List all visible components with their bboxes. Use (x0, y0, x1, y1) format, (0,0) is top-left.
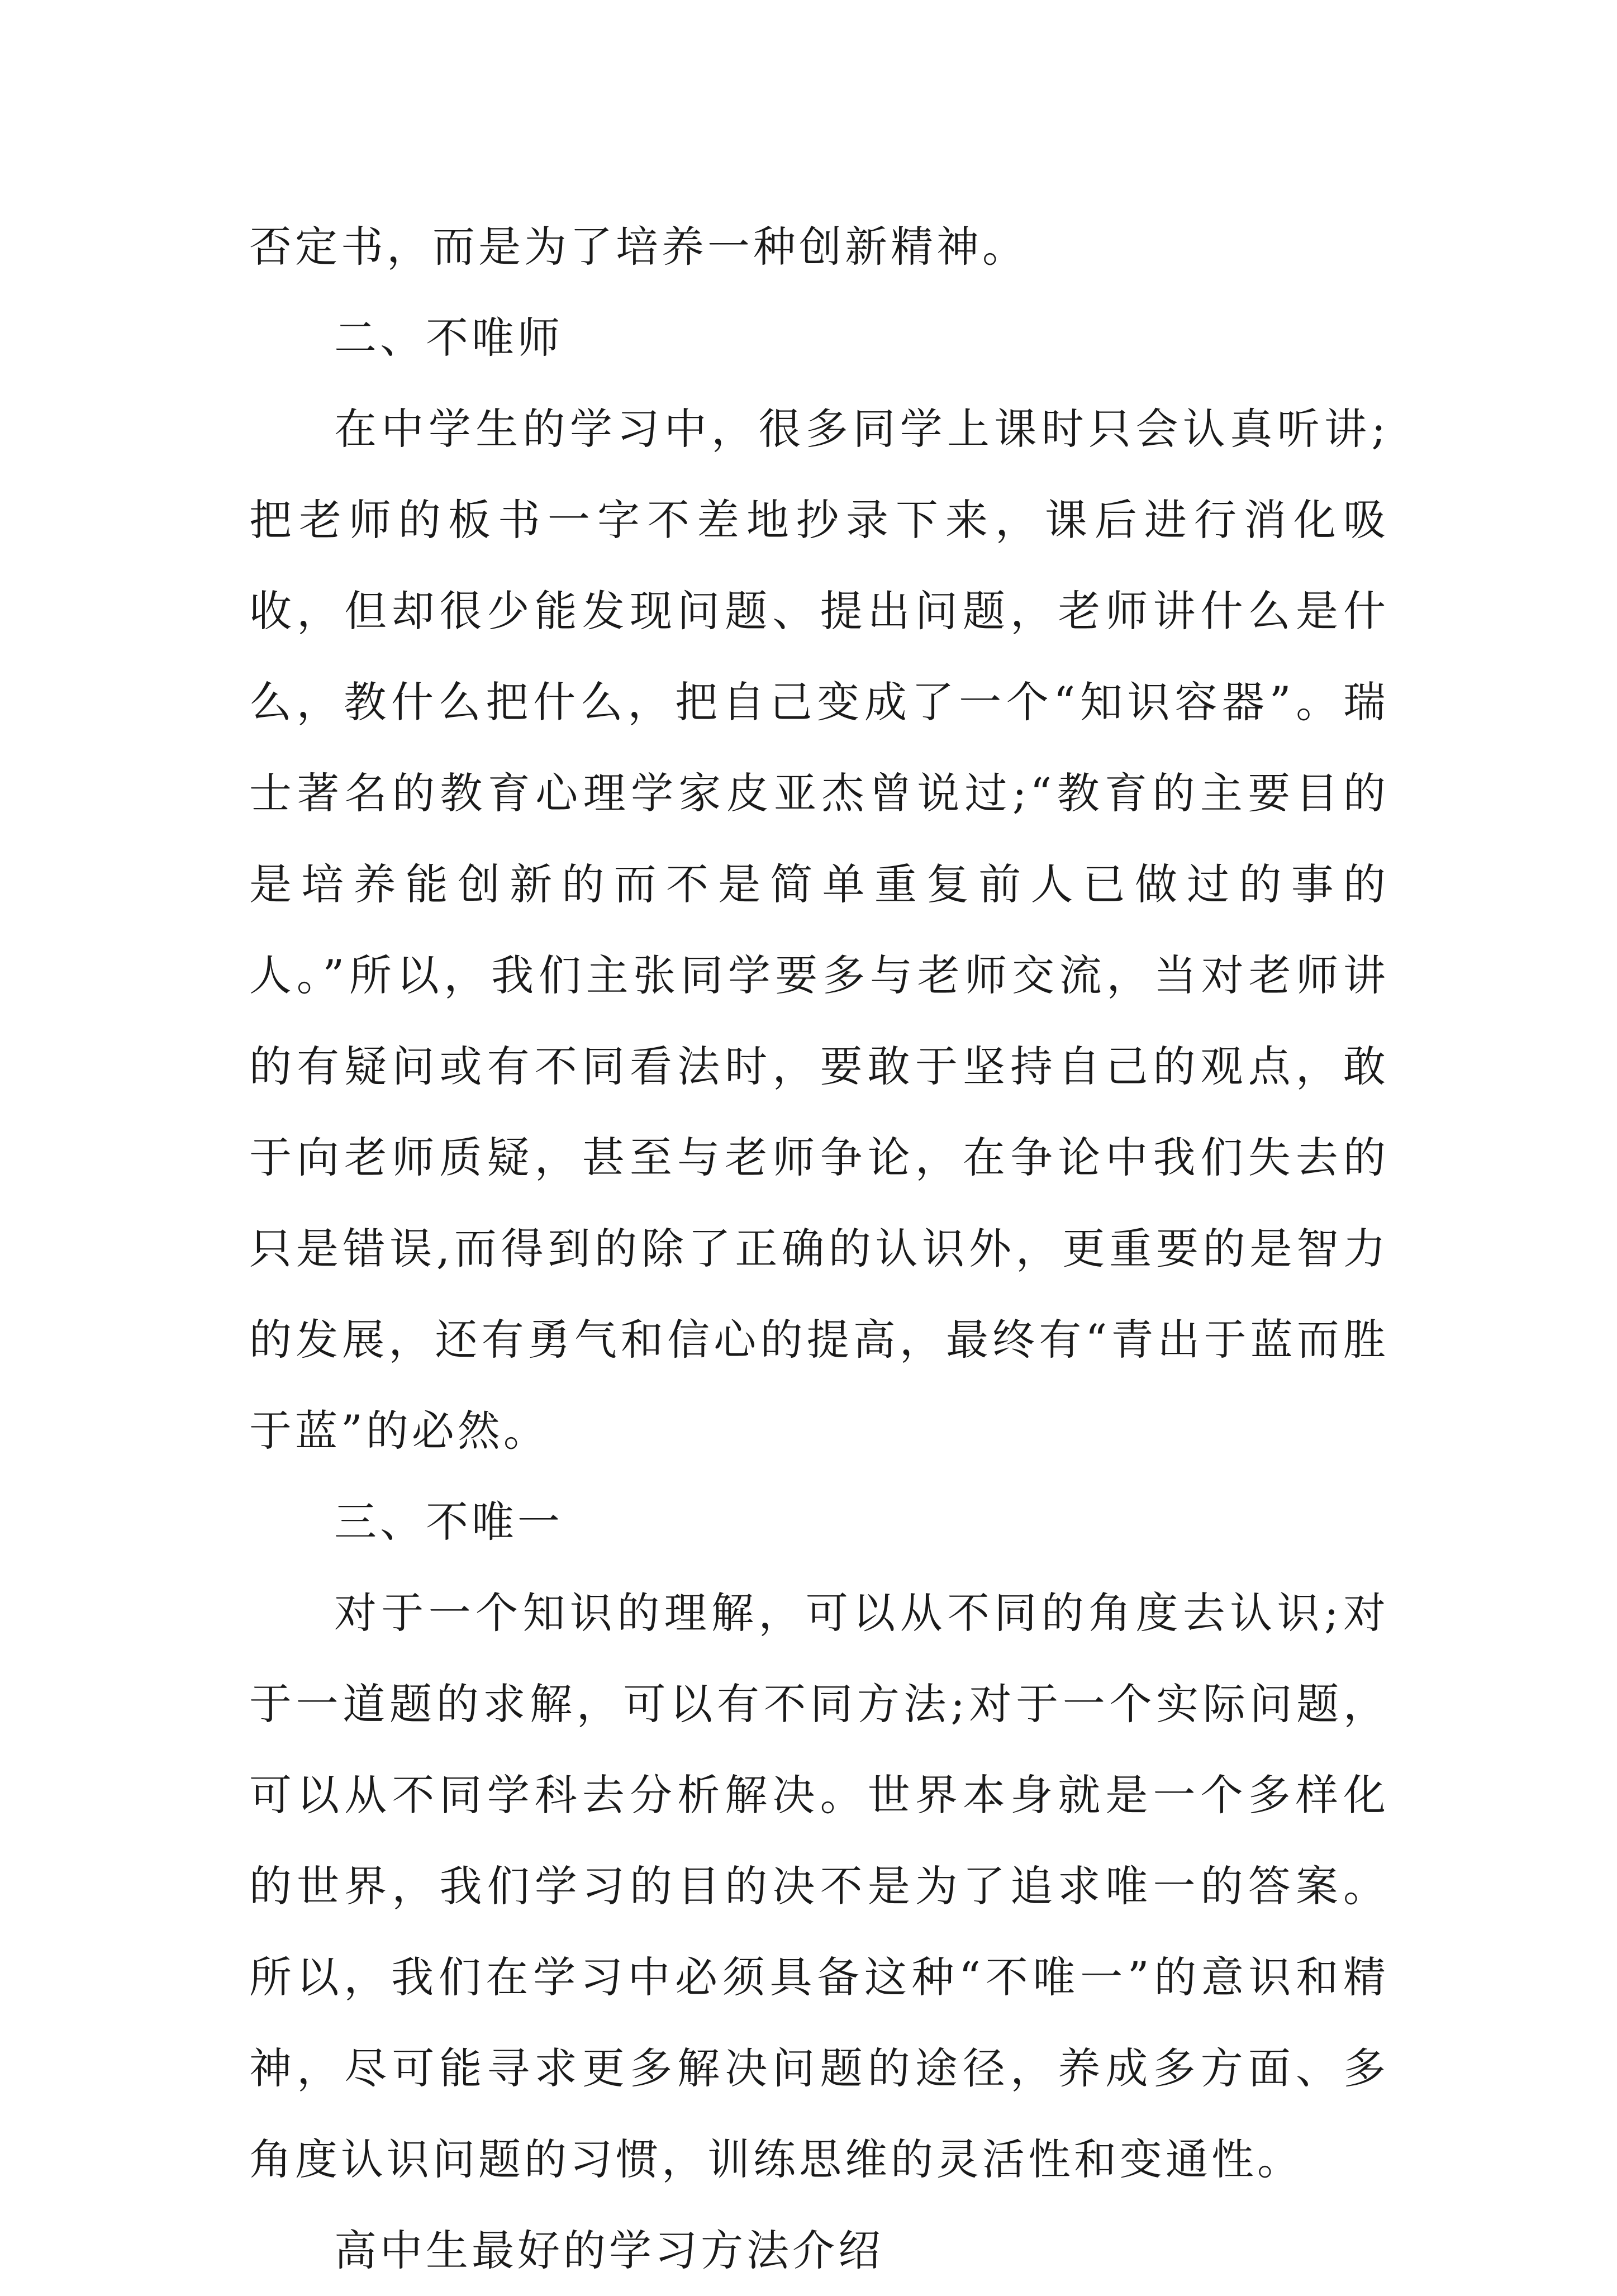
paragraph-bu-wei-shi: 在中学生的学习中，很多同学上课时只会认真听讲;把老师的板书一字不差地抄录下来，课后进行消化吸收，但却很少能发现问题、提出问题，老师讲什么是什么，教什么把什么，把自己变成了一个“知识容器”。瑞士著名的教育心理学家皮亚杰曾说过;“教育的主要目的是培养能创新的而不是简单重复前人已做过的事的人。”所以，我们主张同学要多与老师交流，当对老师讲的有疑问或有不同看法时，要敢于坚持自己的观点，敢于向老师质疑，甚至与老师争论，在争论中我们失去的只是错误,而得到的除了正确的认识外，更重要的是智力的发展，还有勇气和信心的提高，最终有“青出于蓝而胜于蓝”的必然。 (249, 404, 1389, 1456)
paragraph-bu-wei-yi: 对于一个知识的理解，可以从不同的角度去认识;对于一道题的求解，可以有不同方法;对于一个实际问题，可以从不同学科去分析解决。世界本身就是一个多样化的世界，我们学习的目的决不是为了追求唯一的答案。所以，我们在学习中必须具备这种“不唯一”的意识和精神，尽可能寻求更多解决问题的途径，养成多方面、多角度认识问题的习惯，训练思维的灵活性和变通性。 (249, 1588, 1389, 2184)
section-heading-study-methods: 高中生最好的学习方法介绍 (334, 2226, 884, 2275)
section-heading-bu-wei-yi: 三、不唯一 (334, 1497, 563, 1547)
document-body (249, 201, 1389, 2296)
section-heading-bu-wei-shi: 二、不唯师 (334, 313, 563, 363)
paragraph-continuation: 否定书，而是为了培养一种创新精神。 (249, 222, 1028, 272)
